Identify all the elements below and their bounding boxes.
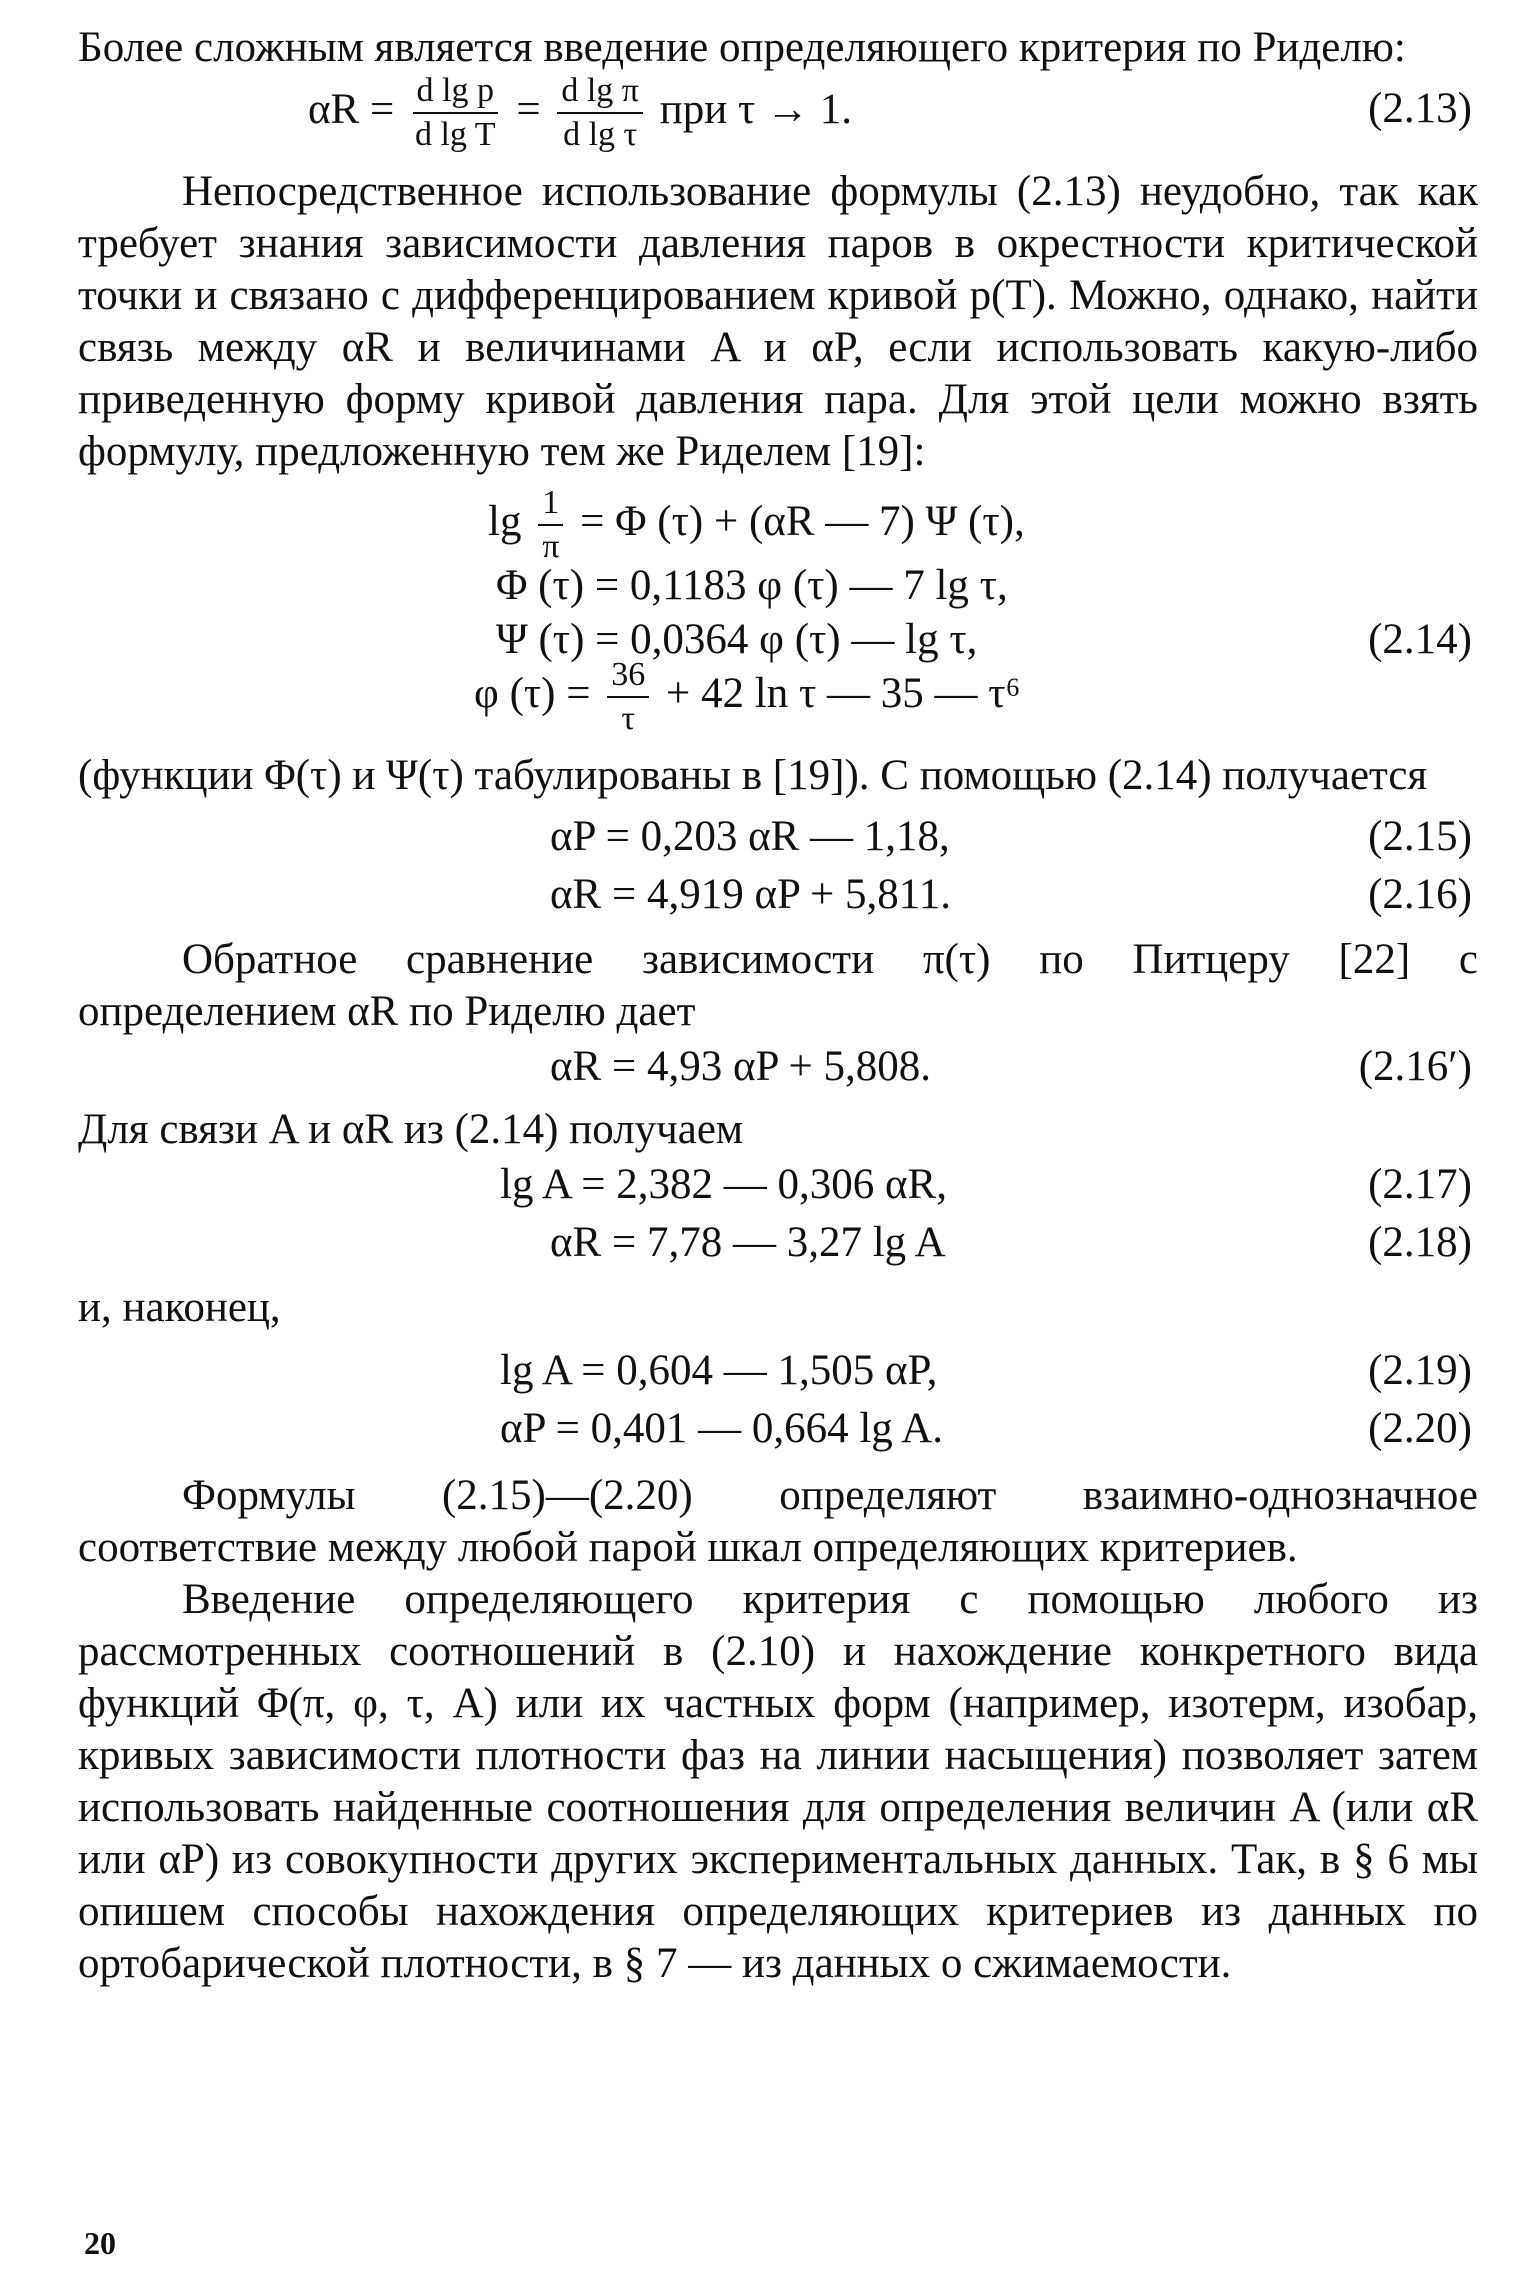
eq-2-14-line-4-den: τ bbox=[621, 700, 636, 737]
eq-2-16-prime-number: (2.16′) bbox=[1358, 1043, 1472, 1090]
eq-2-20-number: (2.20) bbox=[1368, 1405, 1472, 1452]
eq-2-20-text: αP = 0,401 — 0,664 lg A. bbox=[500, 1405, 943, 1452]
eq-2-19-text: lg A = 0,604 — 1,505 αP, bbox=[500, 1347, 938, 1394]
eq-2-14-line-1-frac bbox=[538, 486, 563, 564]
paragraph-8: Введение определяющего критерия с помощью любого из рассмотренных соотношений в (2.10) и нахождение конкретного вида функций Φ(π, φ, τ, A) или их частных форм (например, изотерм, изобар, кривых зависимости плотности фаз на линии насыщения) позволяет затем использовать найденные соотношения для определения величин A (или αR или αP) из совокупности других экспериментальных данных. Так, в § 6 мы опишем способы нахождения определяющих критериев из данных по ортобарической плотности, в § 7 — из данных о сжимаемости. bbox=[78, 1576, 1478, 1987]
paragraph-5: Для связи A и αR из (2.14) получаем bbox=[78, 1106, 744, 1153]
eq-2-14-line-4-frac bbox=[607, 658, 649, 736]
eq-2-16-number: (2.16) bbox=[1368, 871, 1472, 918]
eq-2-19-number: (2.19) bbox=[1368, 1347, 1472, 1394]
paragraph-6: и, наконец, bbox=[78, 1284, 281, 1331]
eq-2-15-number: (2.15) bbox=[1368, 813, 1472, 860]
eq-2-13-frac-1-num: d lg p bbox=[413, 74, 498, 114]
eq-2-13-number: (2.13) bbox=[1368, 85, 1472, 132]
paragraph-2: Непосредственное использование формулы (2.13) неудобно, так как требует знания зависимости давления паров в окрестности критической точки и связано с дифференцированием кривой p(T). Можно, однако, найти связь между αR и величинами A и αP, если использовать какую-либо приведенную форму кривой давления пара. Для этой цели можно взять формулу, предложенную тем же Риделем [19]: bbox=[78, 168, 1478, 475]
eq-2-13-frac-2-den: d lg τ bbox=[563, 116, 638, 153]
equation-2-20 bbox=[78, 1400, 1478, 1458]
page-body bbox=[78, 22, 1478, 1990]
eq-2-14-line-1-num: 1 bbox=[538, 486, 563, 526]
eq-2-17-text: lg A = 2,382 — 0,306 αR, bbox=[500, 1161, 947, 1208]
eq-2-14-line-1-den: π bbox=[542, 528, 560, 565]
eq-2-13-frac-1 bbox=[411, 74, 500, 152]
eq-2-13-lhs: αR = bbox=[308, 85, 395, 133]
eq-2-14-line-1-pre: lg bbox=[488, 497, 522, 545]
eq-2-16-prime-text: αR = 4,93 αP + 5,808. bbox=[550, 1043, 932, 1090]
eq-2-18-text: αR = 7,78 — 3,27 lg A bbox=[550, 1219, 946, 1266]
eq-2-16-text: αR = 4,919 αP + 5,811. bbox=[550, 871, 951, 918]
eq-2-13-equals: = bbox=[516, 85, 541, 133]
eq-2-14-line-4-pre: φ (τ) = bbox=[474, 669, 591, 717]
equation-2-15 bbox=[78, 808, 1478, 866]
equation-2-13 bbox=[78, 72, 1478, 153]
page-number: 20 bbox=[84, 2225, 116, 2261]
eq-2-13-frac-2 bbox=[557, 74, 643, 152]
equation-2-17 bbox=[78, 1156, 1478, 1214]
equation-2-18 bbox=[78, 1214, 1478, 1272]
equation-2-14 bbox=[78, 486, 1478, 736]
paragraph-4: Обратное сравнение зависимости π(τ) по Питцеру [22] с определением αR по Риделю дает bbox=[78, 936, 1478, 1035]
eq-2-17-number: (2.17) bbox=[1368, 1161, 1472, 1208]
eq-2-14-line-4-num: 36 bbox=[607, 658, 649, 698]
eq-2-13-tail: при τ → 1. bbox=[659, 85, 853, 133]
equation-2-19 bbox=[78, 1342, 1478, 1400]
eq-2-15-text: αP = 0,203 αR — 1,18, bbox=[550, 813, 950, 860]
equation-2-16 bbox=[78, 866, 1478, 924]
paragraph-7: Формулы (2.15)—(2.20) определяют взаимно-однозначное соответствие между любой парой шкал определяющих критериев. bbox=[78, 1472, 1478, 1571]
eq-2-14-line-4-rest: + 42 ln τ — 35 — τ⁶ bbox=[666, 669, 1021, 717]
paragraph-1: Более сложным является введение определяющего критерия по Риделю: bbox=[78, 24, 1406, 71]
eq-2-13-frac-2-num: d lg π bbox=[557, 74, 643, 114]
eq-2-14-line-2: Φ (τ) = 0,1183 φ (τ) — 7 lg τ, bbox=[496, 562, 1008, 609]
eq-2-18-number: (2.18) bbox=[1368, 1219, 1472, 1266]
eq-2-13-frac-1-den: d lg T bbox=[414, 116, 496, 153]
eq-2-14-line-1-rest: = Φ (τ) + (αR — 7) Ψ (τ), bbox=[580, 497, 1025, 545]
eq-2-14-number: (2.14) bbox=[1368, 616, 1472, 663]
paragraph-3: (функции Φ(τ) и Ψ(τ) табулированы в [19]). С помощью (2.14) получается bbox=[78, 752, 1428, 799]
eq-2-14-line-3: Ψ (τ) = 0,0364 φ (τ) — lg τ, bbox=[496, 616, 978, 663]
equation-2-16-prime bbox=[78, 1038, 1478, 1096]
